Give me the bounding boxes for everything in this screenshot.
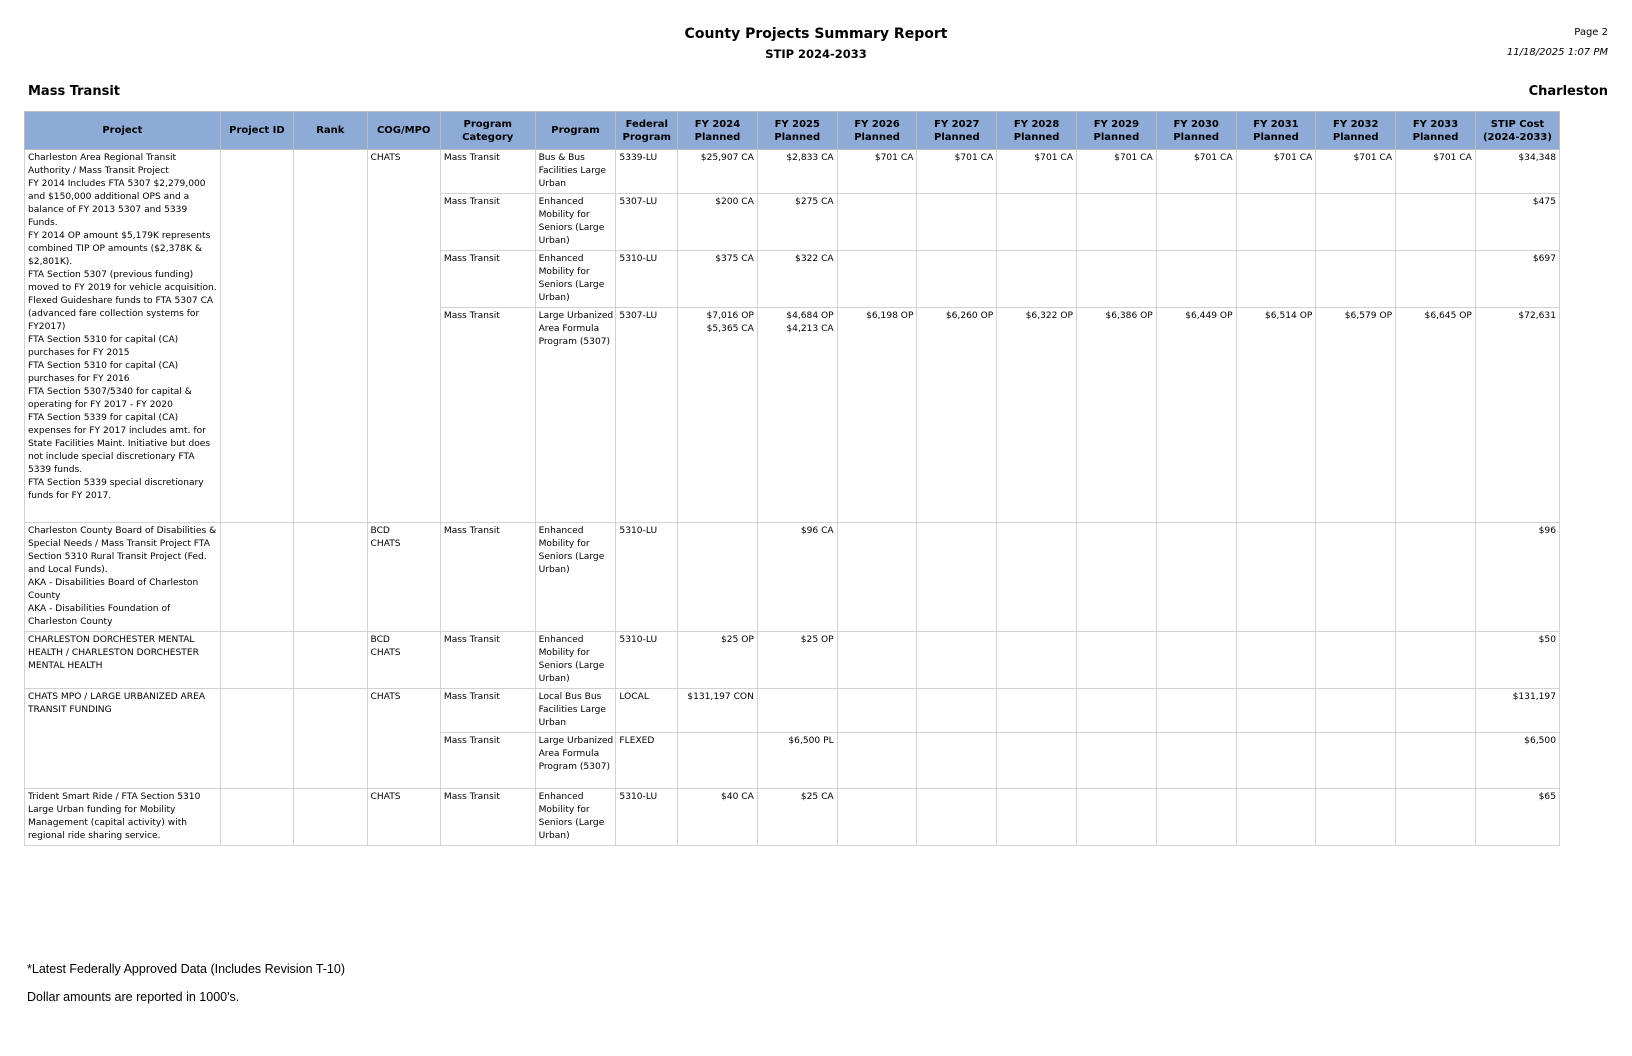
col-header: FY 2029 Planned — [1077, 112, 1157, 150]
fy-amount-cell-text: $5,365 CA — [706, 324, 754, 334]
cog-mpo-cell-text: CHATS — [370, 792, 401, 802]
rank-cell — [294, 150, 367, 523]
program-category-cell: Mass Transit — [440, 308, 535, 523]
fy-amount-cell — [917, 523, 997, 632]
fy-amount-cell — [917, 689, 997, 733]
fy-amount-cell — [1156, 251, 1236, 308]
cog-mpo-cell — [367, 632, 440, 689]
section-title: Mass Transit — [28, 84, 120, 99]
fy-amount-cell — [1316, 789, 1396, 846]
col-header: Federal Program — [616, 112, 678, 150]
col-header: FY 2032 Planned — [1316, 112, 1396, 150]
program-cell: Enhanced Mobility for Seniors (Large Urban) — [535, 194, 616, 251]
footnote-approved: *Latest Federally Approved Data (Includes Revision T-10) — [27, 962, 345, 976]
fy-amount-cell — [1077, 150, 1157, 194]
fy-amount-cell — [837, 308, 917, 523]
report-subtitle: STIP 2024-2033 — [765, 47, 867, 61]
col-header: Project — [25, 112, 221, 150]
col-header: Project ID — [220, 112, 293, 150]
fy-amount-cell — [757, 523, 837, 632]
fy-amount-cell — [1236, 789, 1316, 846]
cog-mpo-cell — [367, 789, 440, 846]
fy-amount-cell-text: $6,322 OP — [1025, 311, 1073, 321]
project-description-text: CHATS MPO / LARGE URBANIZED AREA TRANSIT FUNDING — [28, 692, 206, 715]
fy-amount-cell — [1077, 523, 1157, 632]
fy-amount-cell — [1236, 632, 1316, 689]
cog-mpo-cell — [367, 150, 440, 523]
fy-amount-cell — [1316, 308, 1396, 523]
fy-amount-cell-text: $6,386 OP — [1105, 311, 1153, 321]
fy-amount-cell-text: $4,213 CA — [786, 324, 834, 334]
program-cell: Enhanced Mobility for Seniors (Large Urban) — [535, 632, 616, 689]
fy-amount-cell — [678, 150, 758, 194]
project-id-cell — [220, 150, 293, 523]
program-category-cell: Mass Transit — [440, 733, 535, 789]
fy-amount-cell-text: $25 OP — [720, 635, 754, 645]
federal-program-cell: 5307-LU — [616, 194, 678, 251]
fy-amount-cell-text: $6,645 OP — [1424, 311, 1472, 321]
program-category-cell: Mass Transit — [440, 789, 535, 846]
col-header: FY 2033 Planned — [1396, 112, 1476, 150]
fy-amount-cell — [917, 632, 997, 689]
project-description-text: FTA Section 5310 for capital (CA) purchases for FY 2016 — [28, 361, 179, 384]
stip-cost-cell: $697 — [1475, 251, 1559, 308]
project-description-text: FTA Section 5307/5340 for capital & operating for FY 2017 - FY 2020 — [28, 387, 192, 410]
cog-mpo-cell-text: CHATS — [370, 648, 401, 658]
federal-program-cell: 5310-LU — [616, 632, 678, 689]
fy-amount-cell-text: $6,579 OP — [1344, 311, 1393, 321]
stip-cost-cell: $475 — [1475, 194, 1559, 251]
fy-amount-cell-text: $701 CA — [1034, 153, 1073, 163]
col-header: Program Category — [440, 112, 535, 150]
fy-amount-cell — [1077, 789, 1157, 846]
rank-cell — [294, 523, 367, 632]
fy-amount-cell — [837, 251, 917, 308]
fy-amount-cell-text: $25 CA — [800, 792, 834, 802]
fy-amount-cell — [757, 194, 837, 251]
col-header: COG/MPO — [367, 112, 440, 150]
fy-amount-cell — [1156, 194, 1236, 251]
fy-amount-cell — [1077, 632, 1157, 689]
fy-amount-cell-text: $6,514 OP — [1264, 311, 1313, 321]
col-header: STIP Cost (2024-2033) — [1475, 112, 1559, 150]
project-description-text: FY 2014 Includes FTA 5307 $2,279,000 and $150,000 additional OPS and a balance of FY 2013 5307 and 5339 Funds. — [28, 179, 206, 228]
fy-amount-cell — [1156, 308, 1236, 523]
fy-amount-cell — [997, 194, 1077, 251]
col-header: Rank — [294, 112, 367, 150]
program-category-cell: Mass Transit — [440, 632, 535, 689]
fy-amount-cell — [1077, 689, 1157, 733]
col-header: FY 2031 Planned — [1236, 112, 1316, 150]
project-id-cell — [220, 789, 293, 846]
table-header-row — [25, 112, 1560, 150]
stip-cost-cell: $96 — [1475, 523, 1559, 632]
fy-amount-cell — [678, 789, 758, 846]
stip-cost-cell: $50 — [1475, 632, 1559, 689]
project-description — [25, 689, 221, 789]
fy-amount-cell — [1236, 523, 1316, 632]
fy-amount-cell — [1396, 308, 1476, 523]
table-row — [25, 789, 1560, 846]
fy-amount-cell — [1077, 251, 1157, 308]
fy-amount-cell — [1316, 733, 1396, 789]
project-id-cell — [220, 632, 293, 689]
table-row — [25, 523, 1560, 632]
rank-cell — [294, 632, 367, 689]
col-header: FY 2026 Planned — [837, 112, 917, 150]
fy-amount-cell-text: $701 CA — [1433, 153, 1472, 163]
report-title: County Projects Summary Report — [684, 26, 948, 42]
fy-amount-cell — [757, 251, 837, 308]
fy-amount-cell-text: $375 CA — [715, 254, 754, 264]
federal-program-cell: 5310-LU — [616, 789, 678, 846]
fy-amount-cell — [1156, 789, 1236, 846]
project-description-text: FTA Section 5339 for capital (CA) expenses for FY 2017 includes amt. for State Facilities Maint. Initiative but does not include special discretionary FTA 5339 funds. — [28, 413, 211, 475]
project-id-cell — [220, 523, 293, 632]
fy-amount-cell — [1316, 194, 1396, 251]
fy-amount-cell — [837, 523, 917, 632]
fy-amount-cell-text: $6,260 OP — [945, 311, 994, 321]
program-cell: Enhanced Mobility for Seniors (Large Urban) — [535, 789, 616, 846]
fy-amount-cell-text: $701 CA — [1273, 153, 1313, 163]
stip-cost-cell: $6,500 — [1475, 733, 1559, 789]
fy-amount-cell — [1396, 689, 1476, 733]
fy-amount-cell — [678, 733, 758, 789]
stip-cost-cell: $131,197 — [1475, 689, 1559, 733]
table-row — [25, 632, 1560, 689]
fy-amount-cell — [997, 733, 1077, 789]
fy-amount-cell — [678, 308, 758, 523]
fy-amount-cell-text: $200 CA — [715, 197, 754, 207]
program-cell: Bus & Bus Facilities Large Urban — [535, 150, 616, 194]
fy-amount-cell-text: $701 CA — [874, 153, 914, 163]
fy-amount-cell — [997, 689, 1077, 733]
fy-amount-cell — [757, 689, 837, 733]
stip-cost-cell: $72,631 — [1475, 308, 1559, 523]
fy-amount-cell — [757, 789, 837, 846]
fy-amount-cell — [1316, 150, 1396, 194]
federal-program-cell: 5307-LU — [616, 308, 678, 523]
fy-amount-cell-text: $2,833 CA — [786, 153, 834, 163]
fy-amount-cell — [1396, 150, 1476, 194]
table-row — [25, 689, 1560, 733]
project-description-text: FTA Section 5307 (previous funding) moved to FY 2019 for vehicle acquisition. — [28, 270, 217, 293]
program-category-cell: Mass Transit — [440, 150, 535, 194]
fy-amount-cell — [917, 150, 997, 194]
project-description — [25, 523, 221, 632]
program-category-cell: Mass Transit — [440, 251, 535, 308]
report-timestamp: 11/18/2025 1:07 PM — [1506, 47, 1608, 58]
program-cell: Enhanced Mobility for Seniors (Large Urban) — [535, 251, 616, 308]
fy-amount-cell — [997, 308, 1077, 523]
fy-amount-cell — [997, 632, 1077, 689]
table-row — [25, 150, 1560, 194]
projects-table — [24, 111, 1560, 846]
project-id-cell — [220, 689, 293, 789]
fy-amount-cell — [1396, 632, 1476, 689]
fy-amount-cell — [997, 523, 1077, 632]
federal-program-cell: 5310-LU — [616, 523, 678, 632]
fy-amount-cell — [837, 789, 917, 846]
project-description-text: Charleston Area Regional Transit Authority / Mass Transit Project — [28, 153, 177, 176]
federal-program-cell: 5339-LU — [616, 150, 678, 194]
federal-program-cell: FLEXED — [616, 733, 678, 789]
fy-amount-cell-text: $6,198 OP — [866, 311, 914, 321]
fy-amount-cell — [1316, 632, 1396, 689]
fy-amount-cell — [678, 632, 758, 689]
fy-amount-cell — [757, 150, 837, 194]
fy-amount-cell — [1156, 733, 1236, 789]
project-description-text: AKA - Disabilities Board of Charleston County — [28, 578, 199, 601]
fy-amount-cell — [1236, 150, 1316, 194]
fy-amount-cell — [1236, 689, 1316, 733]
rank-cell — [294, 689, 367, 789]
fy-amount-cell — [1156, 689, 1236, 733]
fy-amount-cell — [1236, 194, 1316, 251]
fy-amount-cell-text: $40 CA — [721, 792, 754, 802]
fy-amount-cell — [1156, 523, 1236, 632]
fy-amount-cell-text: $96 CA — [800, 526, 834, 536]
fy-amount-cell — [997, 251, 1077, 308]
program-cell: Enhanced Mobility for Seniors (Large Urban) — [535, 523, 616, 632]
fy-amount-cell — [1236, 308, 1316, 523]
table-body — [25, 150, 1560, 846]
federal-program-cell: LOCAL — [616, 689, 678, 733]
fy-amount-cell-text: $25 OP — [800, 635, 834, 645]
fy-amount-cell-text: $322 CA — [795, 254, 834, 264]
fy-amount-cell — [837, 632, 917, 689]
fy-amount-cell — [1396, 733, 1476, 789]
fy-amount-cell — [1236, 251, 1316, 308]
fy-amount-cell — [837, 689, 917, 733]
fy-amount-cell — [1156, 150, 1236, 194]
fy-amount-cell — [678, 251, 758, 308]
program-cell: Large Urbanized Area Formula Program (5307) — [535, 308, 616, 523]
fy-amount-cell — [917, 194, 997, 251]
fy-amount-cell — [1396, 789, 1476, 846]
fy-amount-cell — [757, 308, 837, 523]
fy-amount-cell — [1316, 251, 1396, 308]
fy-amount-cell-text: $4,684 OP — [786, 311, 834, 321]
project-description-text: Flexed Guideshare funds to FTA 5307 CA (advanced fare collection systems for FY2017) — [28, 296, 214, 332]
program-cell: Large Urbanized Area Formula Program (5307) — [535, 733, 616, 789]
fy-amount-cell — [917, 789, 997, 846]
col-header: Program — [535, 112, 616, 150]
fy-amount-cell — [917, 733, 997, 789]
page-number: Page 2 — [1574, 27, 1608, 38]
fy-amount-cell — [1316, 523, 1396, 632]
fy-amount-cell-text: $25,907 CA — [700, 153, 754, 163]
fy-amount-cell-text: $701 CA — [1193, 153, 1233, 163]
fy-amount-cell — [917, 251, 997, 308]
fy-amount-cell-text: $6,500 PL — [788, 736, 834, 746]
fy-amount-cell — [1396, 251, 1476, 308]
project-description-text: FTA Section 5339 special discretionary funds for FY 2017. — [28, 478, 204, 501]
col-header: FY 2030 Planned — [1156, 112, 1236, 150]
program-category-cell: Mass Transit — [440, 523, 535, 632]
fy-amount-cell — [1156, 632, 1236, 689]
fy-amount-cell-text: $131,197 CON — [687, 692, 754, 702]
fy-amount-cell — [1077, 194, 1157, 251]
stip-cost-cell: $65 — [1475, 789, 1559, 846]
col-header: FY 2024 Planned — [678, 112, 758, 150]
col-header: FY 2025 Planned — [757, 112, 837, 150]
fy-amount-cell-text: $701 CA — [1114, 153, 1153, 163]
fy-amount-cell — [1316, 689, 1396, 733]
stip-cost-cell: $34,348 — [1475, 150, 1559, 194]
fy-amount-cell — [917, 308, 997, 523]
fy-amount-cell-text: $701 CA — [1353, 153, 1393, 163]
fy-amount-cell — [837, 733, 917, 789]
project-description-text: FY 2014 OP amount $5,179K represents combined TIP OP amounts ($2,378K & $2,801K). — [28, 231, 211, 267]
cog-mpo-cell-text: CHATS — [370, 692, 401, 702]
fy-amount-cell-text: $7,016 OP — [706, 311, 754, 321]
fy-amount-cell — [678, 523, 758, 632]
fy-amount-cell-text: $701 CA — [954, 153, 994, 163]
cog-mpo-cell — [367, 689, 440, 789]
fy-amount-cell — [837, 194, 917, 251]
project-description-text: CHARLESTON DORCHESTER MENTAL HEALTH / CHARLESTON DORCHESTER MENTAL HEALTH — [28, 635, 199, 671]
program-category-cell: Mass Transit — [440, 689, 535, 733]
fy-amount-cell — [837, 150, 917, 194]
fy-amount-cell-text: $6,449 OP — [1185, 311, 1233, 321]
project-description-text: Charleston County Board of Disabilities & Special Needs / Mass Transit Project FTA Section 5310 Rural Transit Project (Fed. and Local Funds). — [28, 526, 217, 575]
cog-mpo-cell — [367, 523, 440, 632]
col-header: FY 2028 Planned — [997, 112, 1077, 150]
fy-amount-cell — [997, 150, 1077, 194]
fy-amount-cell — [1396, 523, 1476, 632]
program-category-cell: Mass Transit — [440, 194, 535, 251]
cog-mpo-cell-text: CHATS — [370, 539, 401, 549]
federal-program-cell: 5310-LU — [616, 251, 678, 308]
fy-amount-cell — [757, 632, 837, 689]
county-name: Charleston — [1528, 84, 1608, 99]
project-description — [25, 789, 221, 846]
project-description — [25, 632, 221, 689]
col-header: FY 2027 Planned — [917, 112, 997, 150]
fy-amount-cell — [1236, 733, 1316, 789]
fy-amount-cell — [678, 689, 758, 733]
fy-amount-cell — [997, 789, 1077, 846]
rank-cell — [294, 789, 367, 846]
project-description-text: Trident Smart Ride / FTA Section 5310 Large Urban funding for Mobility Management (capital activity) with regional ride sharing service. — [28, 792, 201, 841]
cog-mpo-cell-text: BCD — [370, 526, 390, 536]
cog-mpo-cell-text: BCD — [370, 635, 390, 645]
fy-amount-cell — [1077, 308, 1157, 523]
project-description-text: AKA - Disabilities Foundation of Charleston County — [28, 604, 171, 627]
footnote-units: Dollar amounts are reported in 1000's. — [27, 990, 240, 1004]
project-description — [25, 150, 221, 523]
fy-amount-cell — [678, 194, 758, 251]
project-description-text: FTA Section 5310 for capital (CA) purchases for FY 2015 — [28, 335, 179, 358]
fy-amount-cell — [1077, 733, 1157, 789]
fy-amount-cell — [1396, 194, 1476, 251]
program-cell: Local Bus Bus Facilities Large Urban — [535, 689, 616, 733]
fy-amount-cell-text: $275 CA — [795, 197, 834, 207]
cog-mpo-cell-text: CHATS — [370, 153, 401, 163]
fy-amount-cell — [757, 733, 837, 789]
